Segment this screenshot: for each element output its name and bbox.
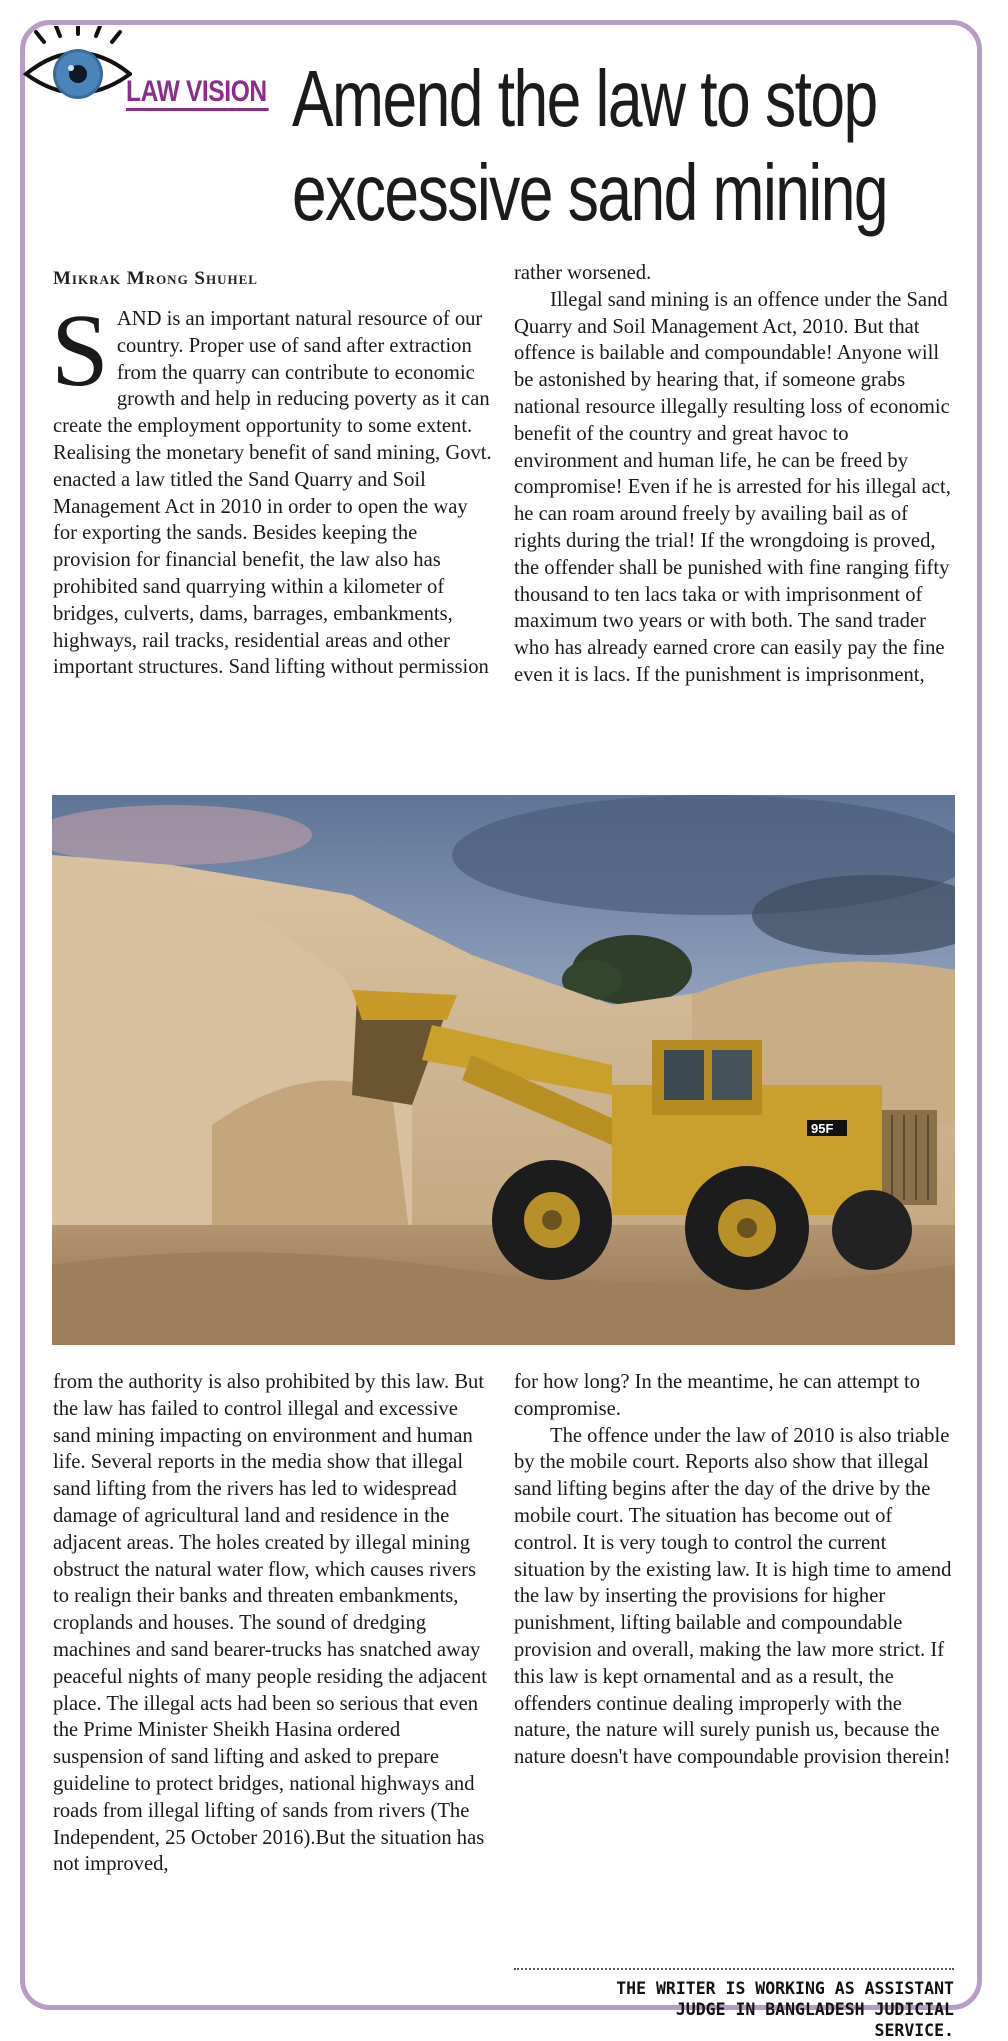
- paragraph: The offence under the law of 2010 is also triable by the mobile court. Reports also show that illegal sand lifting begins after the day of the drive by the mobile court. The situation has become out of control. It is very tough to control the current situation by the existing law. It is high time to amend the law by inserting the provisions for higher punishment, lifting bailable and compoundable provision and overall, making the law more strict. If this law is kept ornamental and as a result, the offenders continue dealing improperly with the nature, the nature will surely punish us, because the nature doesn't have compoundable provision therein!: [514, 1424, 952, 1769]
- loader-model-label: 95F: [811, 1121, 834, 1136]
- article-header: [22, 26, 982, 246]
- drop-cap: S: [51, 293, 109, 408]
- writer-note-line: JUDGE IN BANGLADESH JUDICIAL: [675, 2000, 954, 2019]
- headline-line-2: excessive sand mining: [292, 148, 888, 237]
- paragraph: rather worsened.: [514, 262, 652, 284]
- headline: [292, 52, 888, 240]
- byline: Mikrak Mrong Shuhel: [53, 268, 258, 289]
- photo-illustration: [52, 795, 955, 1345]
- writer-note-line: SERVICE.: [874, 2021, 954, 2040]
- column-2: [514, 260, 954, 689]
- column-3: [53, 1369, 493, 1878]
- paragraph: Illegal sand mining is an offence under the Sand Quarry and Soil Management Act, 2010. But that offence is bailable and compoundable! Anyone will be astonished by hearing that, if someone grabs national resource illegally resulting loss of economic benefit of the country and great havoc to environment and human life, he can be freed by compromise! Even if he is arrested for his illegal act, he can roam around freely by availing bail as of rights during the trial! If the wrongdoing is proved, the offender shall be punished with fine ranging fifty thousand to ten lacs taka or with imprisonment of maximum two years or with both. The sand trader who has already earned crore can easily pay the fine even it is lacs. If the punishment is imprisonment,: [514, 288, 951, 686]
- writer-note: [514, 1978, 954, 2041]
- headline-line-1: Amend the law to stop: [292, 54, 877, 143]
- section-label: LAW VISION: [126, 76, 268, 111]
- column-1: [51, 293, 493, 681]
- paragraph: from the authority is also prohibited by this law. But the law has failed to control illegal and excessive sand mining impacting on environment and human life. Several reports in the media show that illegal sand lifting from the rivers has led to widespread damage of agricultural land and residence in the adjacent areas. The holes created by illegal mining obstruct the natural water flow, which causes rivers to realign their banks and threaten embankments, croplands and houses. The sound of dredging machines and sand bearer-trucks has snatched away peaceful nights of many people residing the adjacent place. The illegal acts had been so serious that even the Prime Minister Sheikh Hasina ordered suspension of sand lifting and asked to prepare guideline to protect bridges, national highways and roads from illegal lifting of sands from rivers (The Independent, 25 October 2016).But the situation has not improved,: [53, 1371, 488, 1876]
- dotted-divider: [514, 1968, 954, 1970]
- eye-icon: [22, 26, 132, 106]
- writer-note-line: THE WRITER IS WORKING AS ASSISTANT: [616, 1979, 954, 1998]
- sand-loader-photo: [52, 795, 955, 1345]
- paragraph: for how long? In the meantime, he can attempt to compromise.: [514, 1371, 921, 1420]
- column-4: [514, 1369, 954, 1771]
- paragraph: AND is an important natural resource of our country. Proper use of sand after extraction from the quarry can contribute to economic growth and help in reducing poverty as it can create the employment opportunity to some extent. Realising the monetary benefit of sand mining, Govt. enacted a law titled the Sand Quarry and Soil Management Act in 2010 in order to open the way for exporting the sands. Besides keeping the provision for financial benefit, the law also has prohibited sand quarrying within a kilometer of bridges, culverts, dams, barrages, embankments, highways, rail tracks, residential areas and other important structures. Sand lifting without permission: [53, 308, 492, 679]
